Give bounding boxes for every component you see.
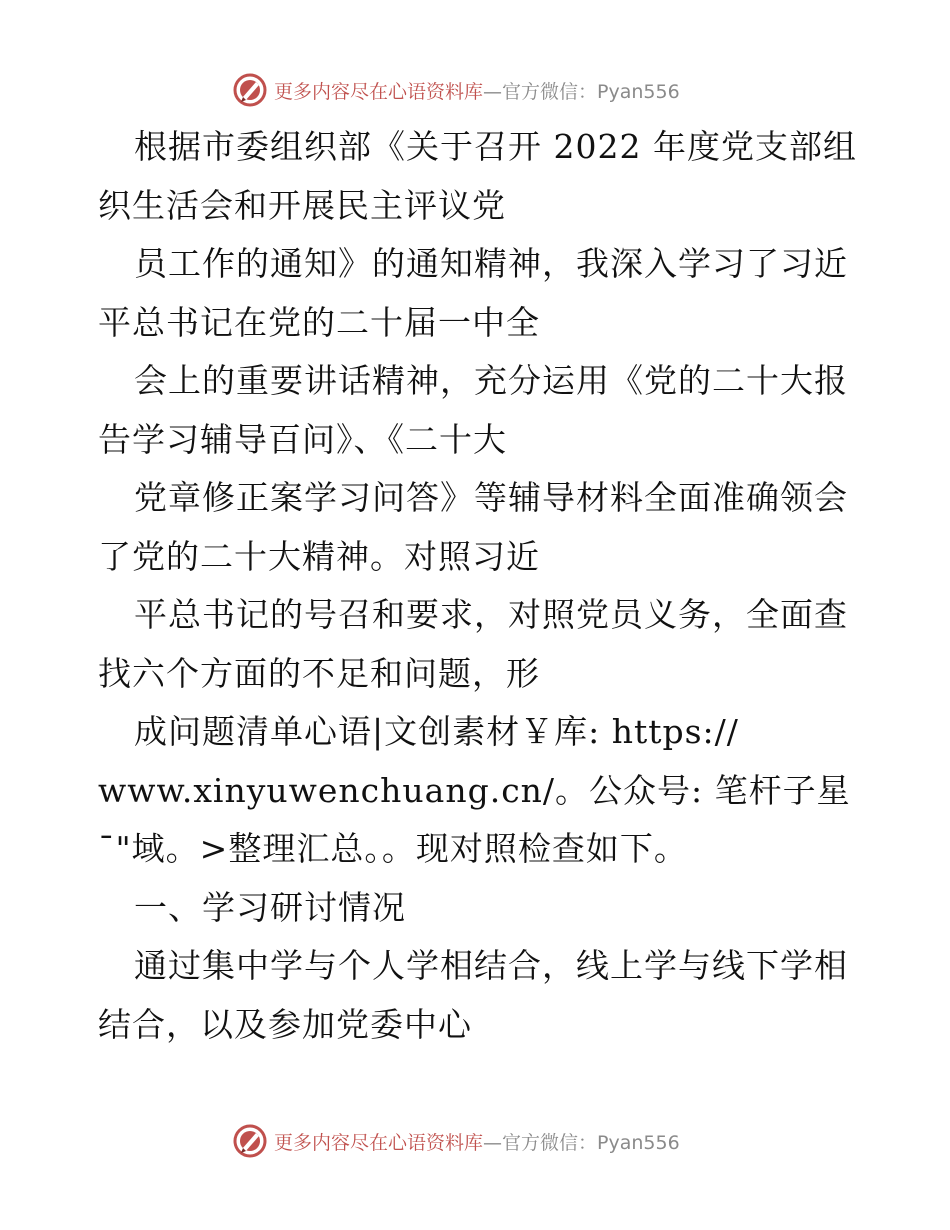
body-text-line: www.xinyuwenchuang.cn/。公众号: 笔杆子星 xyxy=(98,770,851,810)
header-banner-wechat: 官方微信：Pyan556 xyxy=(502,80,680,103)
footer-banner-main: 更多内容尽在心语资料库 xyxy=(274,1131,484,1154)
header-banner-main: 更多内容尽在心语资料库 xyxy=(274,80,484,103)
header-banner-dash: — xyxy=(483,80,503,103)
body-text-line: 织生活会和开展民主评议党 xyxy=(98,185,506,225)
footer-banner-dash: — xyxy=(483,1131,503,1154)
body-text-line: 通过集中学与个人学相结合，线上学与线下学相 xyxy=(134,946,848,985)
body-text-line: 平总书记在党的二十届一中全 xyxy=(98,302,540,342)
pen-circle-icon xyxy=(232,1123,268,1159)
body-text-line: ¯"域。>整理汇总。。现对照检查如下。 xyxy=(98,829,688,868)
document-body xyxy=(98,118,858,1054)
footer-banner xyxy=(232,1121,752,1161)
body-text-line: 根据市委组织部《关于召开 2022 年度党支部组 xyxy=(134,127,857,166)
body-text-line: 平总书记的号召和要求，对照党员义务，全面查 xyxy=(134,595,848,634)
body-text-line: 会上的重要讲话精神，充分运用《党的二十大报 xyxy=(134,361,848,400)
body-text-line: 员工作的通知》的通知精神，我深入学习了习近 xyxy=(134,244,848,283)
body-text-line: 找六个方面的不足和问题，形 xyxy=(98,653,540,693)
pen-circle-icon xyxy=(232,72,268,108)
body-text-line: 告学习辅导百问》、《二十大 xyxy=(98,419,507,459)
body-text-line: 党章修正案学习问答》等辅导材料全面准确领会 xyxy=(134,478,848,517)
body-text-line: 结合，以及参加党委中心 xyxy=(98,1004,472,1044)
header-banner xyxy=(232,70,752,110)
body-text-line: 成问题清单心语|文创素材￥库: https:// xyxy=(134,712,739,751)
body-text-line: 一、学习研讨情况 xyxy=(134,887,406,927)
footer-banner-wechat: 官方微信：Pyan556 xyxy=(502,1131,680,1154)
body-text-line: 了党的二十大精神。对照习近 xyxy=(98,536,540,576)
